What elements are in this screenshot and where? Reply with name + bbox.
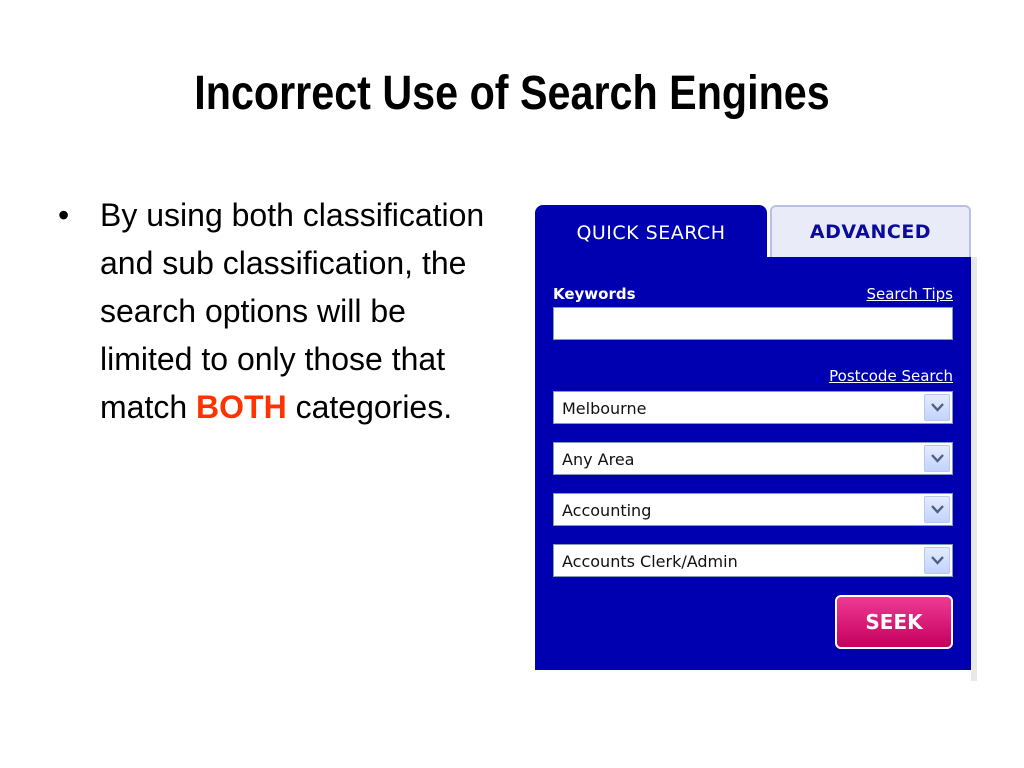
search-tips-link[interactable]: Search Tips <box>866 285 953 303</box>
classification-select[interactable] <box>553 493 953 526</box>
search-widget <box>535 205 971 670</box>
sub-classification-select-value: Accounts Clerk/Admin <box>562 552 738 571</box>
chevron-down-icon[interactable] <box>924 394 950 421</box>
widget-shadow <box>971 257 977 681</box>
tab-advanced[interactable]: ADVANCED <box>770 205 971 257</box>
tab-quick-search[interactable]: QUICK SEARCH <box>535 205 767 261</box>
classification-select-value: Accounting <box>562 501 652 520</box>
bullet-text <box>100 191 500 431</box>
area-select-value: Any Area <box>562 450 635 469</box>
bullet-marker: • <box>58 197 70 233</box>
postcode-search-link[interactable]: Postcode Search <box>829 367 953 385</box>
bullet-text-start: By using both classification and sub classification, the search options will be limited to only those that match <box>100 197 485 425</box>
sub-classification-select[interactable] <box>553 544 953 577</box>
bullet-emphasis: BOTH <box>196 389 287 425</box>
chevron-down-icon[interactable] <box>924 445 950 472</box>
keywords-input[interactable] <box>553 307 953 340</box>
location-select-value: Melbourne <box>562 399 647 418</box>
slide-title: Incorrect Use of Search Engines <box>194 67 830 120</box>
chevron-down-icon[interactable] <box>924 496 950 523</box>
search-panel <box>535 257 971 670</box>
chevron-down-icon[interactable] <box>924 547 950 574</box>
seek-button[interactable]: SEEK <box>835 595 953 649</box>
location-select[interactable] <box>553 391 953 424</box>
keywords-label: Keywords <box>553 285 636 303</box>
area-select[interactable] <box>553 442 953 475</box>
bullet-text-end: categories. <box>286 389 453 425</box>
